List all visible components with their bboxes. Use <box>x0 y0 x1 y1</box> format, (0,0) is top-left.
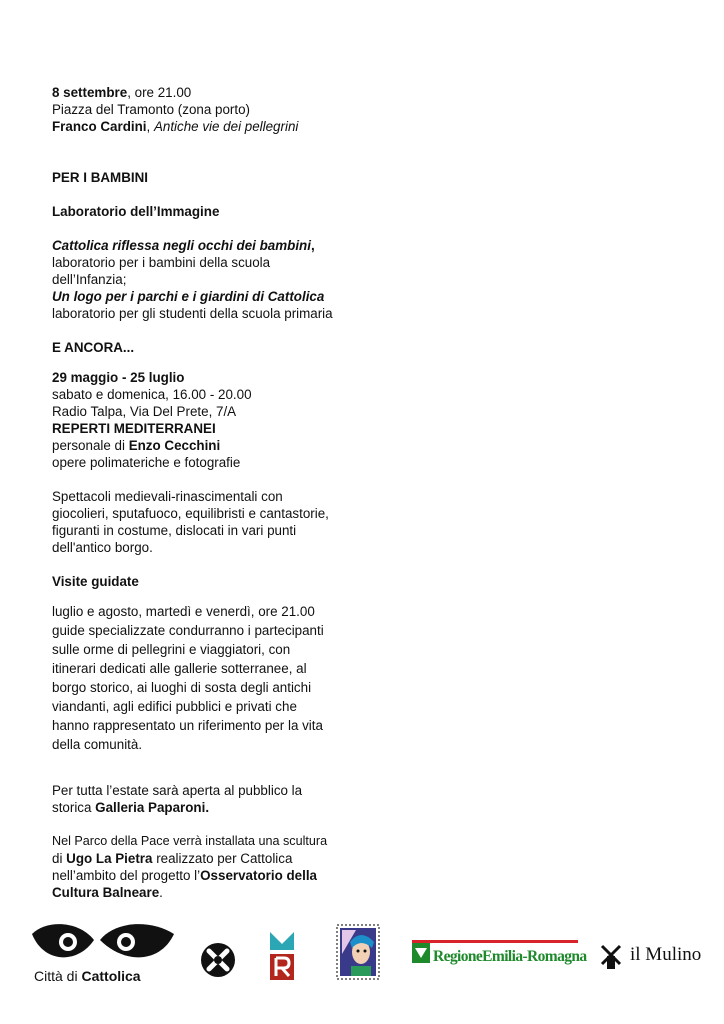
sculpture-line3-prefix: nell’ambito del progetto l’ <box>52 868 201 883</box>
gallery-line2 <box>52 799 382 816</box>
emblem-icon <box>200 942 236 978</box>
cattolica-prefix: Città di <box>34 968 82 984</box>
round-emblem-logo <box>200 942 236 978</box>
kids-heading: PER I BAMBINI <box>52 170 148 185</box>
sculpture-line2 <box>52 850 382 867</box>
visits-block <box>52 602 382 754</box>
visits-line: guide specializzate condurranno i partecipanti <box>52 623 324 638</box>
exhibit-artist: Enzo Cecchini <box>128 438 221 453</box>
cattolica-wordmark <box>34 968 141 985</box>
visits-line: luglio e agosto, martedì e venerdì, ore 21.00 <box>52 604 315 619</box>
sculpture-line1: Nel Parco della Pace verrà installata una scultura <box>52 834 328 848</box>
sculpture-line3 <box>52 867 382 884</box>
kids-item1-desc-b: dell’Infanzia; <box>52 272 127 287</box>
sculpture-prefix: di <box>52 851 67 866</box>
spectacles-line: Spettacoli medievali-rinascimentali con <box>52 489 283 504</box>
event-time: , ore 21.00 <box>127 85 192 100</box>
exhibit-works: opere polimateriche e fotografie <box>52 455 241 470</box>
kids-item1-title: Cattolica riflessa negli occhi dei bambini <box>52 238 311 253</box>
event-place: Piazza del Tramonto (zona porto) <box>52 102 250 117</box>
kids-item1-desc-a: laboratorio per i bambini della scuola <box>52 255 271 270</box>
exhibit-block <box>52 369 382 471</box>
gallery-block <box>52 782 382 816</box>
gallery-line1: Per tutta l’estate sarà aperta al pubblico la <box>52 783 303 798</box>
spectacles-line: dell'antico borgo. <box>52 540 153 555</box>
museum-mr-icon <box>268 930 296 982</box>
spectacles-line: giocolieri, sputafuoco, equilibristi e cantastorie, <box>52 506 329 521</box>
visits-heading: Visite guidate <box>52 574 139 589</box>
stamp-logo <box>336 924 380 980</box>
exhibit-hours: sabato e domenica, 16.00 - 20.00 <box>52 387 252 402</box>
sculpture-artist: Ugo La Pietra <box>66 851 153 866</box>
kids-item2-title: Un logo per i parchi e i giardini di Cattolica <box>52 289 325 304</box>
sculpture-end: . <box>159 885 163 900</box>
visits-line: borgo storico, ai luoghi di sosta degli antichi <box>52 680 312 695</box>
sculpture-project-b: Cultura Balneare <box>52 885 160 900</box>
mulino-wordmark: il Mulino <box>630 944 702 965</box>
exhibit-personal-prefix: personale di <box>52 438 129 453</box>
sculpture-line4 <box>52 884 382 901</box>
event-talk-line <box>52 118 382 135</box>
sculpture-suffix: realizzato per Cattolica <box>152 851 293 866</box>
event-talk-title: Antiche vie dei pellegrini <box>153 119 299 134</box>
kids-item1-title-line <box>52 237 382 254</box>
program-text <box>52 84 382 901</box>
visits-line: itinerari dedicati alle gallerie sotterranee, al <box>52 661 307 676</box>
kids-item2-desc: laboratorio per gli studenti della scuola primaria <box>52 306 333 321</box>
kids-lab-title: Laboratorio dell’Immagine <box>52 204 220 219</box>
event-date-line <box>52 84 382 101</box>
spectacles-block <box>52 488 382 556</box>
kids-items <box>52 237 382 322</box>
gallery-name: Galleria Paparoni. <box>95 800 210 815</box>
gallery-prefix: storica <box>52 800 96 815</box>
regione-wordmark: RegioneEmilia-Romagna <box>433 948 587 965</box>
cattolica-logo <box>28 924 178 994</box>
exhibit-personal-line <box>52 437 382 454</box>
sculpture-project-a: Osservatorio della <box>200 868 317 883</box>
kids-item1-comma: , <box>310 238 315 253</box>
sponsor-logos <box>0 918 724 998</box>
spectacles-line: figuranti in costume, dislocati in vari punti <box>52 523 297 538</box>
museum-logo <box>268 930 296 982</box>
stamp-portrait-icon <box>336 924 380 980</box>
event-speaker: Franco Cardini <box>52 119 147 134</box>
event-sep: , <box>146 119 154 134</box>
sculpture-block <box>52 833 382 901</box>
cattolica-eyes-icon <box>28 924 178 970</box>
cattolica-name: Cattolica <box>81 968 141 984</box>
visits-line: sulle orme di pellegrini e viaggiatori, con <box>52 642 291 657</box>
more-heading: E ANCORA... <box>52 340 135 355</box>
exhibit-venue: Radio Talpa, Via Del Prete, 7/A <box>52 404 237 419</box>
mulino-logo <box>600 944 622 970</box>
visits-line: hanno rappresentato un riferimento per la vita <box>52 718 323 733</box>
visits-line: viandanti, agli edifici pubblici e privati che <box>52 699 297 714</box>
windmill-icon <box>600 944 622 970</box>
visits-line: della comunità. <box>52 737 143 752</box>
event-date: 8 settembre <box>52 85 128 100</box>
event-sept-block <box>52 84 382 135</box>
exhibit-dates: 29 maggio - 25 luglio <box>52 370 185 385</box>
exhibit-title: REPERTI MEDITERRANEI <box>52 421 216 436</box>
